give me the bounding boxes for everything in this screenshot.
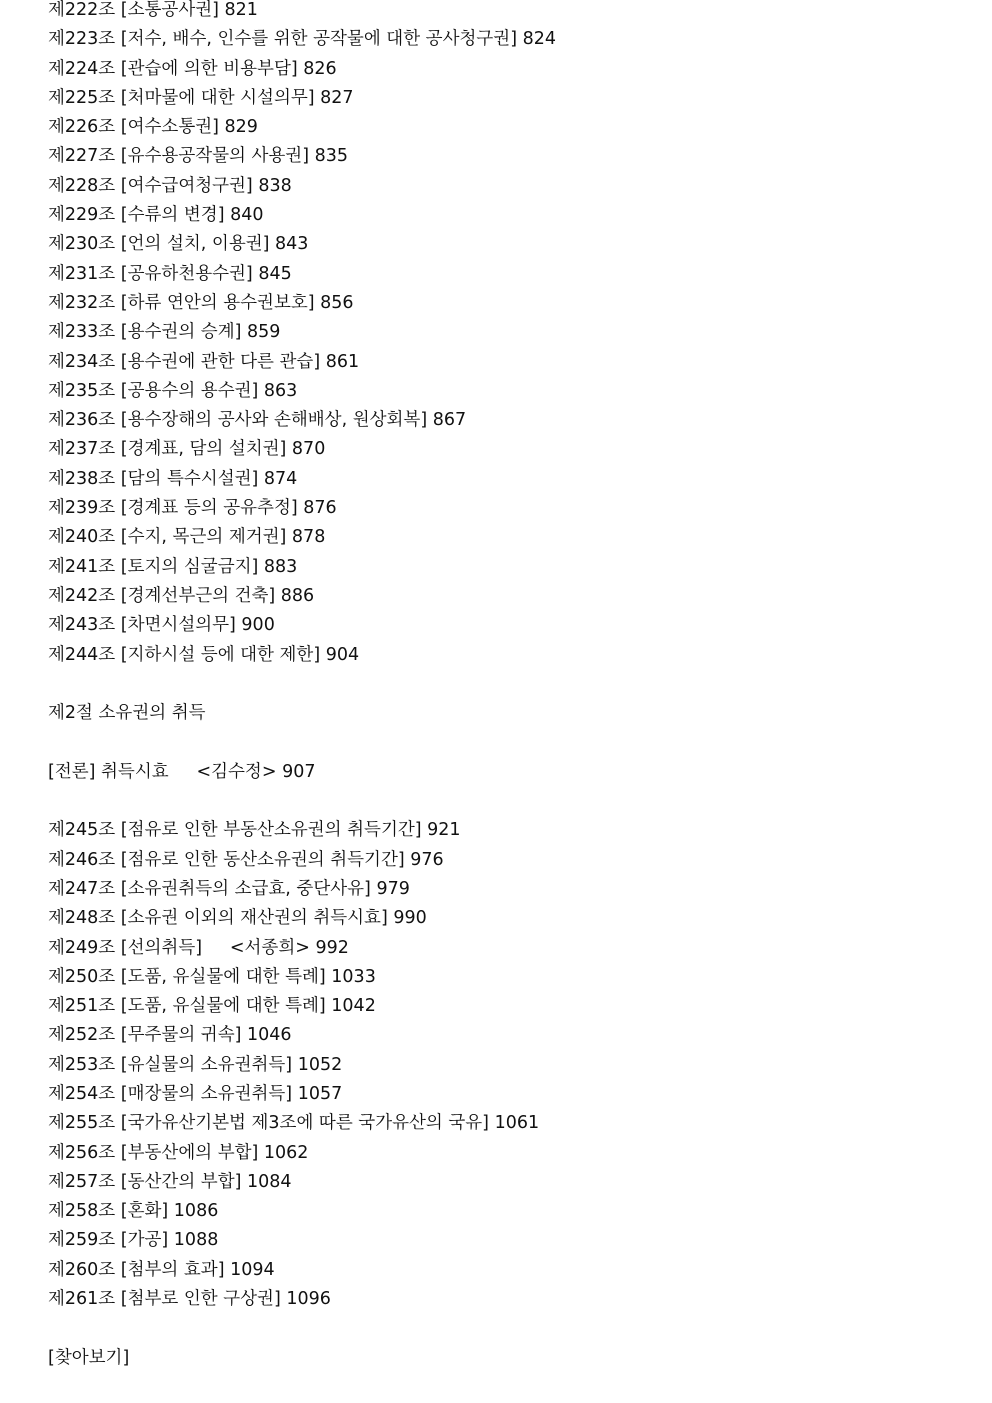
toc-entry: 제257조 [동산간의 부합] 1084 bbox=[48, 1171, 292, 1192]
toc-entry: 제255조 [국가유산기본법 제3조에 따른 국가유산의 국유] 1061 bbox=[48, 1113, 540, 1134]
toc-entry: 제259조 [가공] 1088 bbox=[48, 1230, 219, 1251]
section-heading: 제2절 소유권의 취득 bbox=[48, 703, 206, 724]
toc-entry: 제230조 [언의 설치, 이용권] 843 bbox=[48, 234, 309, 255]
toc-entry: 제247조 [소유권취득의 소급효, 중단사유] 979 bbox=[48, 878, 410, 899]
toc-page bbox=[48, 0, 968, 1376]
toc-entry: 제226조 [여수소통권] 829 bbox=[48, 117, 258, 138]
toc-entry: 제229조 [수류의 변경] 840 bbox=[48, 205, 264, 226]
toc-entry: 제256조 [부동산에의 부합] 1062 bbox=[48, 1142, 309, 1163]
toc-entry: 제244조 [지하시설 등에 대한 제한] 904 bbox=[48, 644, 360, 665]
toc-entry: 제236조 [용수장해의 공사와 손해배상, 원상회복] 867 bbox=[48, 410, 467, 431]
toc-entry: 제248조 [소유권 이외의 재산권의 취득시효] 990 bbox=[48, 908, 427, 929]
toc-entry: 제242조 [경계선부근의 건축] 886 bbox=[48, 585, 315, 606]
toc-entry: 제228조 [여수급여청구권] 838 bbox=[48, 175, 292, 196]
toc-entry: 제250조 [도품, 유실물에 대한 특례] 1033 bbox=[48, 966, 376, 987]
toc-list-part1 bbox=[48, 0, 968, 673]
toc-entry: 제240조 [수지, 목근의 제거권] 878 bbox=[48, 527, 326, 548]
index-link[interactable]: [찾아보기] bbox=[48, 1347, 130, 1368]
toc-entry: 제258조 [혼화] 1086 bbox=[48, 1201, 219, 1222]
spacer bbox=[48, 673, 968, 702]
toc-entry: 제241조 [토지의 심굴금지] 883 bbox=[48, 556, 298, 577]
toc-entry: 제254조 [매장물의 소유권취득] 1057 bbox=[48, 1083, 343, 1104]
spacer bbox=[48, 790, 968, 819]
spacer bbox=[48, 1317, 968, 1346]
toc-entry: 제224조 [관습에 의한 비용부담] 826 bbox=[48, 58, 337, 79]
toc-entry: 제223조 [저수, 배수, 인수를 위한 공작물에 대한 공사청구권] 824 bbox=[48, 29, 556, 50]
toc-entry: 제249조 [선의취득] <서종희> 992 bbox=[48, 937, 349, 958]
toc-entry: 제261조 [첨부로 인한 구상권] 1096 bbox=[48, 1289, 331, 1310]
toc-entry: 제222조 [소통공사권] 821 bbox=[48, 0, 258, 20]
toc-entry: 제232조 [하류 연안의 용수권보호] 856 bbox=[48, 292, 354, 313]
toc-list-part2 bbox=[48, 819, 968, 1317]
toc-entry: 제246조 [점유로 인한 동산소유권의 취득기간] 976 bbox=[48, 849, 444, 870]
toc-entry: 제225조 [처마물에 대한 시설의무] 827 bbox=[48, 87, 354, 108]
toc-entry: 제234조 [용수권에 관한 다른 관습] 861 bbox=[48, 351, 360, 372]
spacer bbox=[48, 731, 968, 760]
toc-entry: 제237조 [경계표, 담의 설치권] 870 bbox=[48, 439, 326, 460]
toc-entry: 제251조 [도품, 유실물에 대한 특례] 1042 bbox=[48, 996, 376, 1017]
toc-entry: 제227조 [유수용공작물의 사용권] 835 bbox=[48, 146, 349, 167]
toc-entry: 제238조 [담의 특수시설권] 874 bbox=[48, 468, 298, 489]
toc-entry: 제239조 [경계표 등의 공유추정] 876 bbox=[48, 498, 337, 519]
toc-entry: 제245조 [점유로 인한 부동산소유권의 취득기간] 921 bbox=[48, 820, 461, 841]
toc-entry: 제252조 [무주물의 귀속] 1046 bbox=[48, 1025, 292, 1046]
toc-entry: 제233조 [용수권의 승계] 859 bbox=[48, 322, 281, 343]
toc-entry: 제260조 [첨부의 효과] 1094 bbox=[48, 1259, 275, 1280]
preface-entry: [전론] 취득시효 <김수정> 907 bbox=[48, 761, 316, 782]
toc-entry: 제231조 [공유하천용수권] 845 bbox=[48, 263, 292, 284]
toc-entry: 제235조 [공용수의 용수권] 863 bbox=[48, 380, 298, 401]
toc-entry: 제243조 [차면시설의무] 900 bbox=[48, 615, 275, 636]
toc-entry: 제253조 [유실물의 소유권취득] 1052 bbox=[48, 1054, 343, 1075]
